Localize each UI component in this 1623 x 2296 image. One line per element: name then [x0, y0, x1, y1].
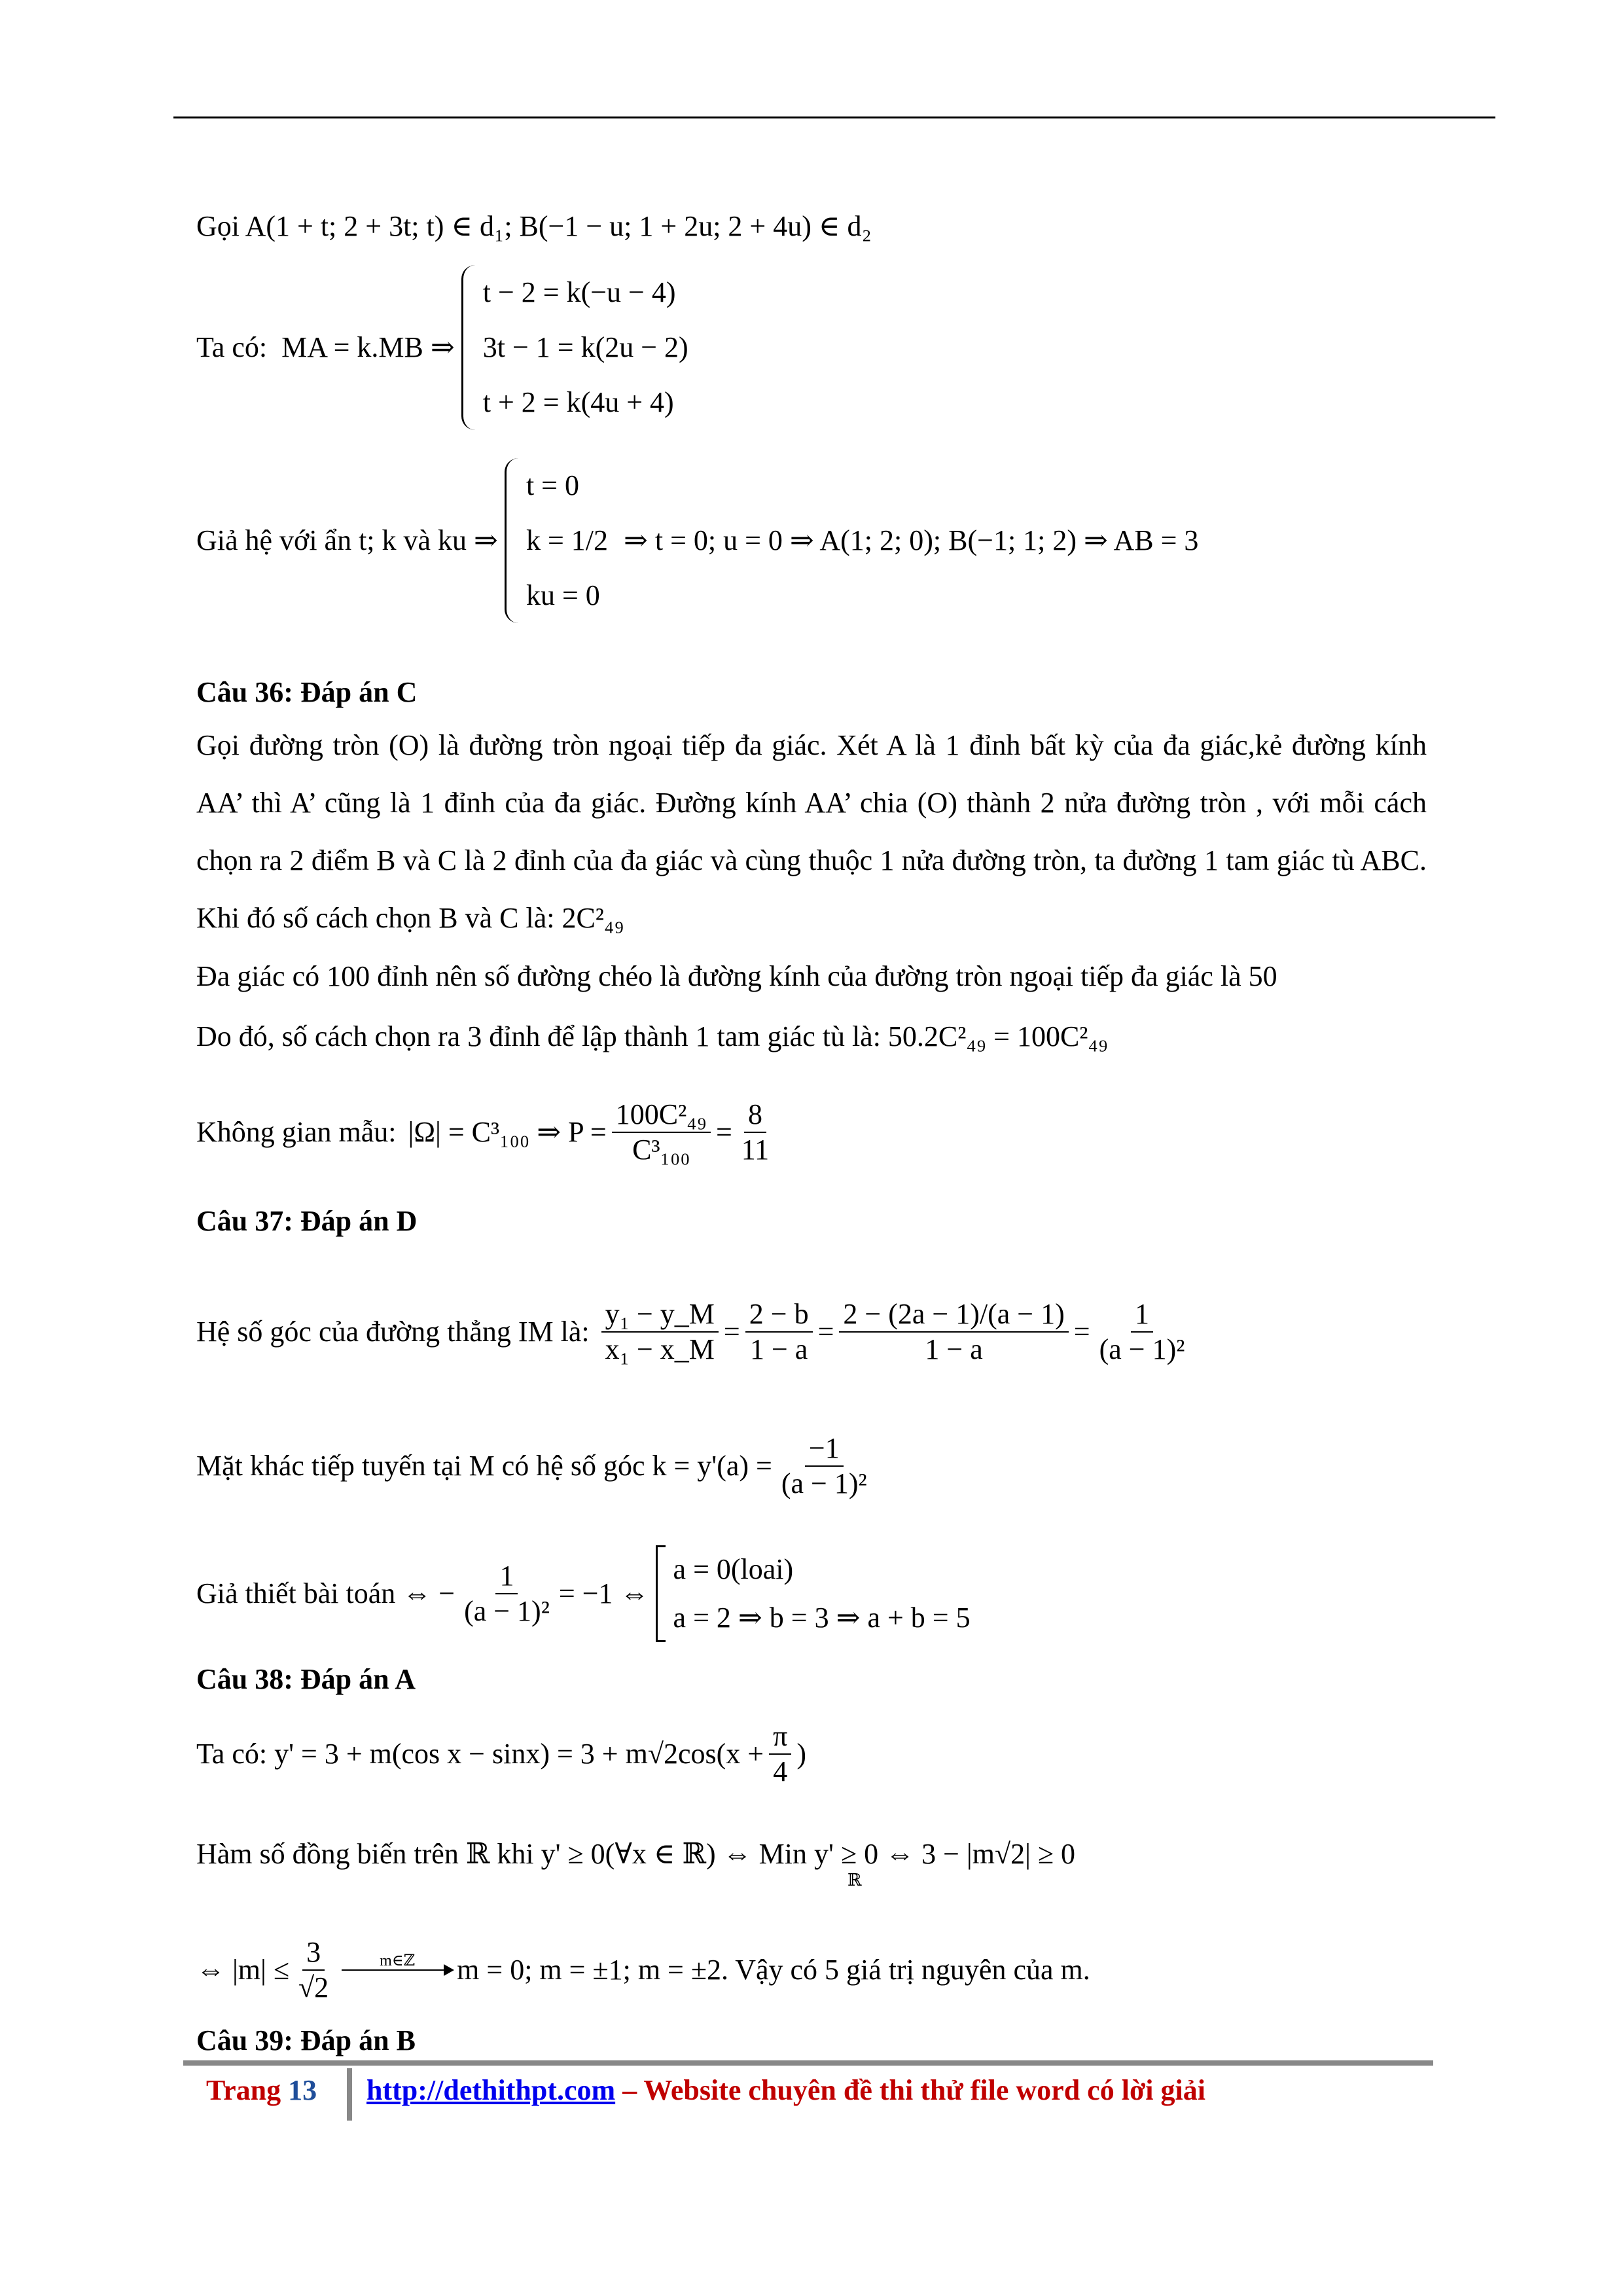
- solve-system-rows: [526, 458, 608, 623]
- q36-sample-space: [196, 1086, 778, 1178]
- case-row: a = 0(loai): [673, 1553, 794, 1585]
- q36-heading: Câu 36: Đáp án C: [196, 676, 418, 708]
- system-row: 3t − 1 = k(2u − 2): [482, 331, 688, 363]
- vector-equation: MA = k.MB ⇒: [281, 331, 455, 363]
- fraction-numerator: 1: [495, 1559, 518, 1594]
- left-brace: [461, 265, 475, 430]
- footer-tagline: [366, 2073, 1205, 2107]
- footer-rule: [183, 2060, 1433, 2066]
- vector-system: [461, 265, 688, 430]
- condition-rows: [673, 1545, 971, 1642]
- system-row: t + 2 = k(4u + 4): [482, 386, 674, 418]
- q37-slope-line: [196, 1260, 1194, 1404]
- fraction-numerator: y₁ − y_M: [601, 1297, 719, 1333]
- q37-condition-line: [196, 1535, 971, 1653]
- probability-fraction: [612, 1098, 711, 1167]
- derivative-prefix: Ta có: y' = 3 + m(cos x − sinx) = 3 + m√2cos(x +: [196, 1738, 764, 1770]
- fraction-denominator: (a − 1)²: [781, 1467, 867, 1499]
- page-num: 13: [288, 2074, 317, 2106]
- system-row: ku = 0: [526, 579, 600, 611]
- solve-suffix: ⇒ t = 0; u = 0 ⇒ A(1; 2; 0); B(−1; 1; 2) ⇒ AB = 3: [623, 524, 1199, 556]
- footer-link[interactable]: http://dethithpt.com: [366, 2074, 616, 2106]
- fraction-numerator: 100C²₄₉: [612, 1098, 711, 1133]
- fraction-numerator: 2 − (2a − 1)/(a − 1): [839, 1297, 1068, 1333]
- solve-prefix: Giả hệ với ẩn t; k và ku ⇒: [196, 524, 498, 556]
- fraction-denominator: 1 − a: [925, 1333, 983, 1365]
- header-rule: [173, 117, 1495, 118]
- footer-page-number: [206, 2073, 317, 2107]
- q38-result-line: [196, 1924, 1090, 2016]
- q38-monotone-line: [196, 1836, 1075, 1873]
- fraction-numerator: 3: [302, 1935, 325, 1971]
- arrow-shaft: [342, 1969, 453, 1971]
- result-fraction: [738, 1098, 773, 1167]
- footer-tagline-text: – Website chuyên đề thi thử file word có lời giải: [615, 2074, 1205, 2106]
- monotone-text: Hàm số đồng biến trên ℝ khi y' ≥ 0(∀x ∈ ℝ) ⇔ Min y' ≥ 0 ⇔ 3 − |m√2| ≥ 0: [196, 1838, 1076, 1870]
- footer-divider: [347, 2068, 352, 2121]
- equals-sign: =: [715, 1116, 732, 1148]
- case-row: a = 2 ⇒ b = 3 ⇒ a + b = 5: [673, 1602, 971, 1634]
- fraction-denominator: 4: [773, 1755, 788, 1787]
- fraction-numerator: −1: [805, 1431, 844, 1467]
- q36-para3: Do đó, số cách chọn ra 3 đỉnh để lập thành 1 tam giác tù là: 50.2C²₄₉ = 100C²₄₉: [196, 1020, 1109, 1052]
- slope-fraction-4: [1096, 1297, 1189, 1367]
- min-subscript: ℝ: [847, 1871, 862, 1890]
- q36-para1: Gọi đường tròn (O) là đường tròn ngoại tiếp đa giác. Xét A là 1 đỉnh bất kỳ của đa giác,kẻ đường kính AA’ thì A’ cũng là 1 đỉnh của đa giác. Đường kính AA’ chia (O) thành 2 nửa đường tròn , với mỗi cách chọn ra 2 điểm B và C là 2 đỉnh của đa giác và cùng thuộc 1 nửa đường tròn, ta đường 1 tam giác tù ABC. Khi đó số cách chọn B và C là: 2C²₄₉: [196, 729, 1427, 934]
- fraction-denominator: (a − 1)²: [1099, 1333, 1185, 1365]
- q37-heading: Câu 37: Đáp án D: [196, 1205, 418, 1237]
- implies-arrow: [342, 1952, 453, 1988]
- slope-fraction-1: [601, 1297, 719, 1367]
- sample-math: |Ω| = C³₁₀₀ ⇒ P =: [408, 1116, 607, 1148]
- arrow-head: [444, 1964, 454, 1976]
- pi-fraction: [769, 1719, 791, 1789]
- sample-prefix: Không gian mẫu:: [196, 1116, 397, 1148]
- fraction-denominator: 1 − a: [749, 1333, 808, 1365]
- page-label: Trang: [206, 2074, 281, 2106]
- condition-cases: [656, 1545, 971, 1642]
- fraction-denominator: √2: [298, 1971, 329, 2003]
- arrow-label: m∈ℤ: [380, 1952, 416, 1969]
- system-row: t − 2 = k(−u − 4): [482, 276, 676, 308]
- slope-fraction-2: [745, 1297, 813, 1367]
- solve-system: [505, 458, 608, 623]
- fraction-numerator: 1: [1131, 1297, 1153, 1333]
- slope-fraction-3: [839, 1297, 1068, 1367]
- tangent-fraction: [777, 1431, 871, 1501]
- result-prefix: ⇔ |m| ≤: [196, 1954, 289, 1986]
- result-suffix: m = 0; m = ±1; m = ±2. Vậy có 5 giá trị nguyên của m.: [457, 1954, 1090, 1986]
- bound-fraction: [294, 1935, 332, 2005]
- equals-sign: =: [817, 1316, 834, 1348]
- system-row: t = 0: [526, 469, 579, 501]
- vector-system-rows: [483, 265, 688, 430]
- system-row: k = 1/2: [526, 524, 608, 556]
- equals-sign: =: [1073, 1316, 1090, 1348]
- equals-sign: =: [723, 1316, 740, 1348]
- fraction-denominator: x₁ − x_M: [605, 1333, 715, 1365]
- derivative-suffix: ): [796, 1738, 806, 1770]
- fraction-numerator: 2 − b: [745, 1297, 813, 1333]
- vector-prefix: Ta có:: [196, 331, 268, 363]
- condition-mid: = −1 ⇔: [558, 1577, 649, 1609]
- fraction-denominator: C³₁₀₀: [632, 1134, 690, 1166]
- fraction-numerator: π: [769, 1719, 791, 1755]
- left-brace: [505, 458, 518, 623]
- q37-tangent-line: [196, 1424, 876, 1509]
- condition-prefix: Giả thiết bài toán ⇔ −: [196, 1577, 455, 1609]
- line-vector-system: [196, 265, 688, 430]
- left-bracket: [656, 1545, 666, 1642]
- fraction-numerator: 8: [744, 1098, 766, 1133]
- slope-prefix: Hệ số góc của đường thẳng IM là:: [196, 1316, 590, 1348]
- tangent-prefix: Mặt khác tiếp tuyến tại M có hệ số góc k = y'(a) =: [196, 1450, 772, 1482]
- q38-derivative-line: [196, 1708, 806, 1800]
- condition-fraction: [460, 1559, 554, 1628]
- q39-heading: Câu 39: Đáp án B: [196, 2024, 416, 2056]
- fraction-denominator: (a − 1)²: [464, 1595, 550, 1627]
- q36-para2: Đa giác có 100 đỉnh nên số đường chéo là đường kính của đường tròn ngoại tiếp đa giác là 50: [196, 960, 1277, 992]
- q38-heading: Câu 38: Đáp án A: [196, 1663, 416, 1695]
- line-points-def: Gọi A(1 + t; 2 + 3t; t) ∈ d₁; B(−1 − u; 1 + 2u; 2 + 4u) ∈ d₂: [196, 210, 872, 242]
- fraction-denominator: 11: [741, 1134, 770, 1166]
- line-solve-system: [196, 458, 1198, 623]
